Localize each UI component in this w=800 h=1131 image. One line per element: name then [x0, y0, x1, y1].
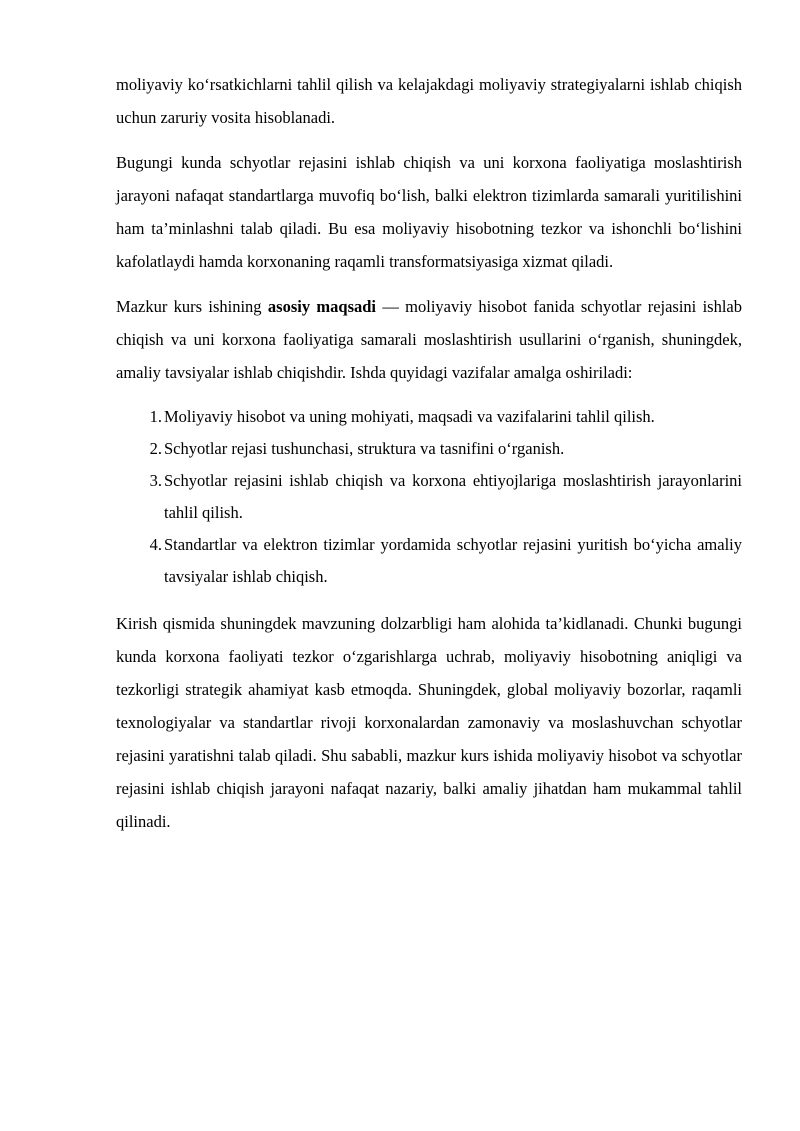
list-item-number: 1.: [149, 407, 162, 426]
paragraph-intro-continuation: moliyaviy ko‘rsatkichlarni tahlil qilish va kelajakdagi moliyaviy strategiyalarni ishlab chiqish uchun zaruriy vosita hisoblanadi.: [116, 75, 742, 127]
list-item-text: Schyotlar rejasi tushunchasi, struktura va tasnifini o‘rganish.: [164, 439, 565, 458]
list-item: [116, 465, 742, 529]
list-item-number: 3.: [149, 471, 162, 490]
paragraph-chart-of-accounts-importance: Bugungi kunda schyotlar rejasini ishlab chiqish va uni korxona faoliyatiga moslashtirish jarayoni nafaqat standartlarga muvofiq bo‘lish, balki elektron tizimlarda samarali yuritilishini ham ta’minlashni talab qiladi. Bu esa moliyaviy hisobotning tezkor va ishonchli bo‘lishini kafolatlaydi hamda korxonaning raqamli transformatsiyasiga xizmat qiladi.: [116, 153, 742, 271]
list-item-text: Standartlar va elektron tizimlar yordamida schyotlar rejasini yuritish bo‘yicha amaliy tavsiyalar ishlab chiqish.: [164, 535, 742, 586]
list-item: [116, 401, 742, 433]
goal-bold-phrase: asosiy maqsadi: [267, 297, 377, 316]
list-item: [116, 433, 742, 465]
goal-text-after: — moliyaviy hisobot fanida schyotlar rejasini ishlab chiqish va uni korxona faoliyatiga samarali moslashtirish usullarini o‘rganish, shuningdek, amaliy tavsiyalar ishlab chiqishdir. Ishda quyidagi vazifalar amalga oshiriladi:: [116, 297, 743, 382]
goal-text-before: Mazkur kurs ishining: [116, 297, 268, 316]
task-list: [116, 401, 742, 593]
list-item-text: Moliyaviy hisobot va uning mohiyati, maqsadi va vazifalarini tahlil qilish.: [164, 407, 655, 426]
paragraph-relevance: Kirish qismida shuningdek mavzuning dolzarbligi ham alohida ta’kidlanadi. Chunki bugungi kunda korxona faoliyati tezkor o‘zgarishlarga uchrab, moliyaviy hisobotning aniqligi va tezkorligi strategik ahamiyat kasb etmoqda. Shuningdek, global moliyaviy bozorlar, raqamli texnologiyalar va standartlar rivoji korxonalardan zamonaviy va moslashuvchan schyotlar rejasini yaratishni talab qiladi. Shu sababli, mazkur kurs ishida moliyaviy hisobot va schyotlar rejasini ishlab chiqish jarayoni nafaqat nazariy, balki amaliy jihatdan ham mukammal tahlil qilinadi.: [116, 614, 742, 831]
paragraph-main-goal: [116, 290, 742, 389]
list-item-text: Schyotlar rejasini ishlab chiqish va korxona ehtiyojlariga moslashtirish jarayonlarini tahlil qilish.: [164, 471, 742, 522]
page-body: [116, 68, 742, 838]
list-item-number: 2.: [149, 439, 162, 458]
list-item-number: 4.: [149, 535, 162, 554]
list-item: [116, 529, 742, 593]
